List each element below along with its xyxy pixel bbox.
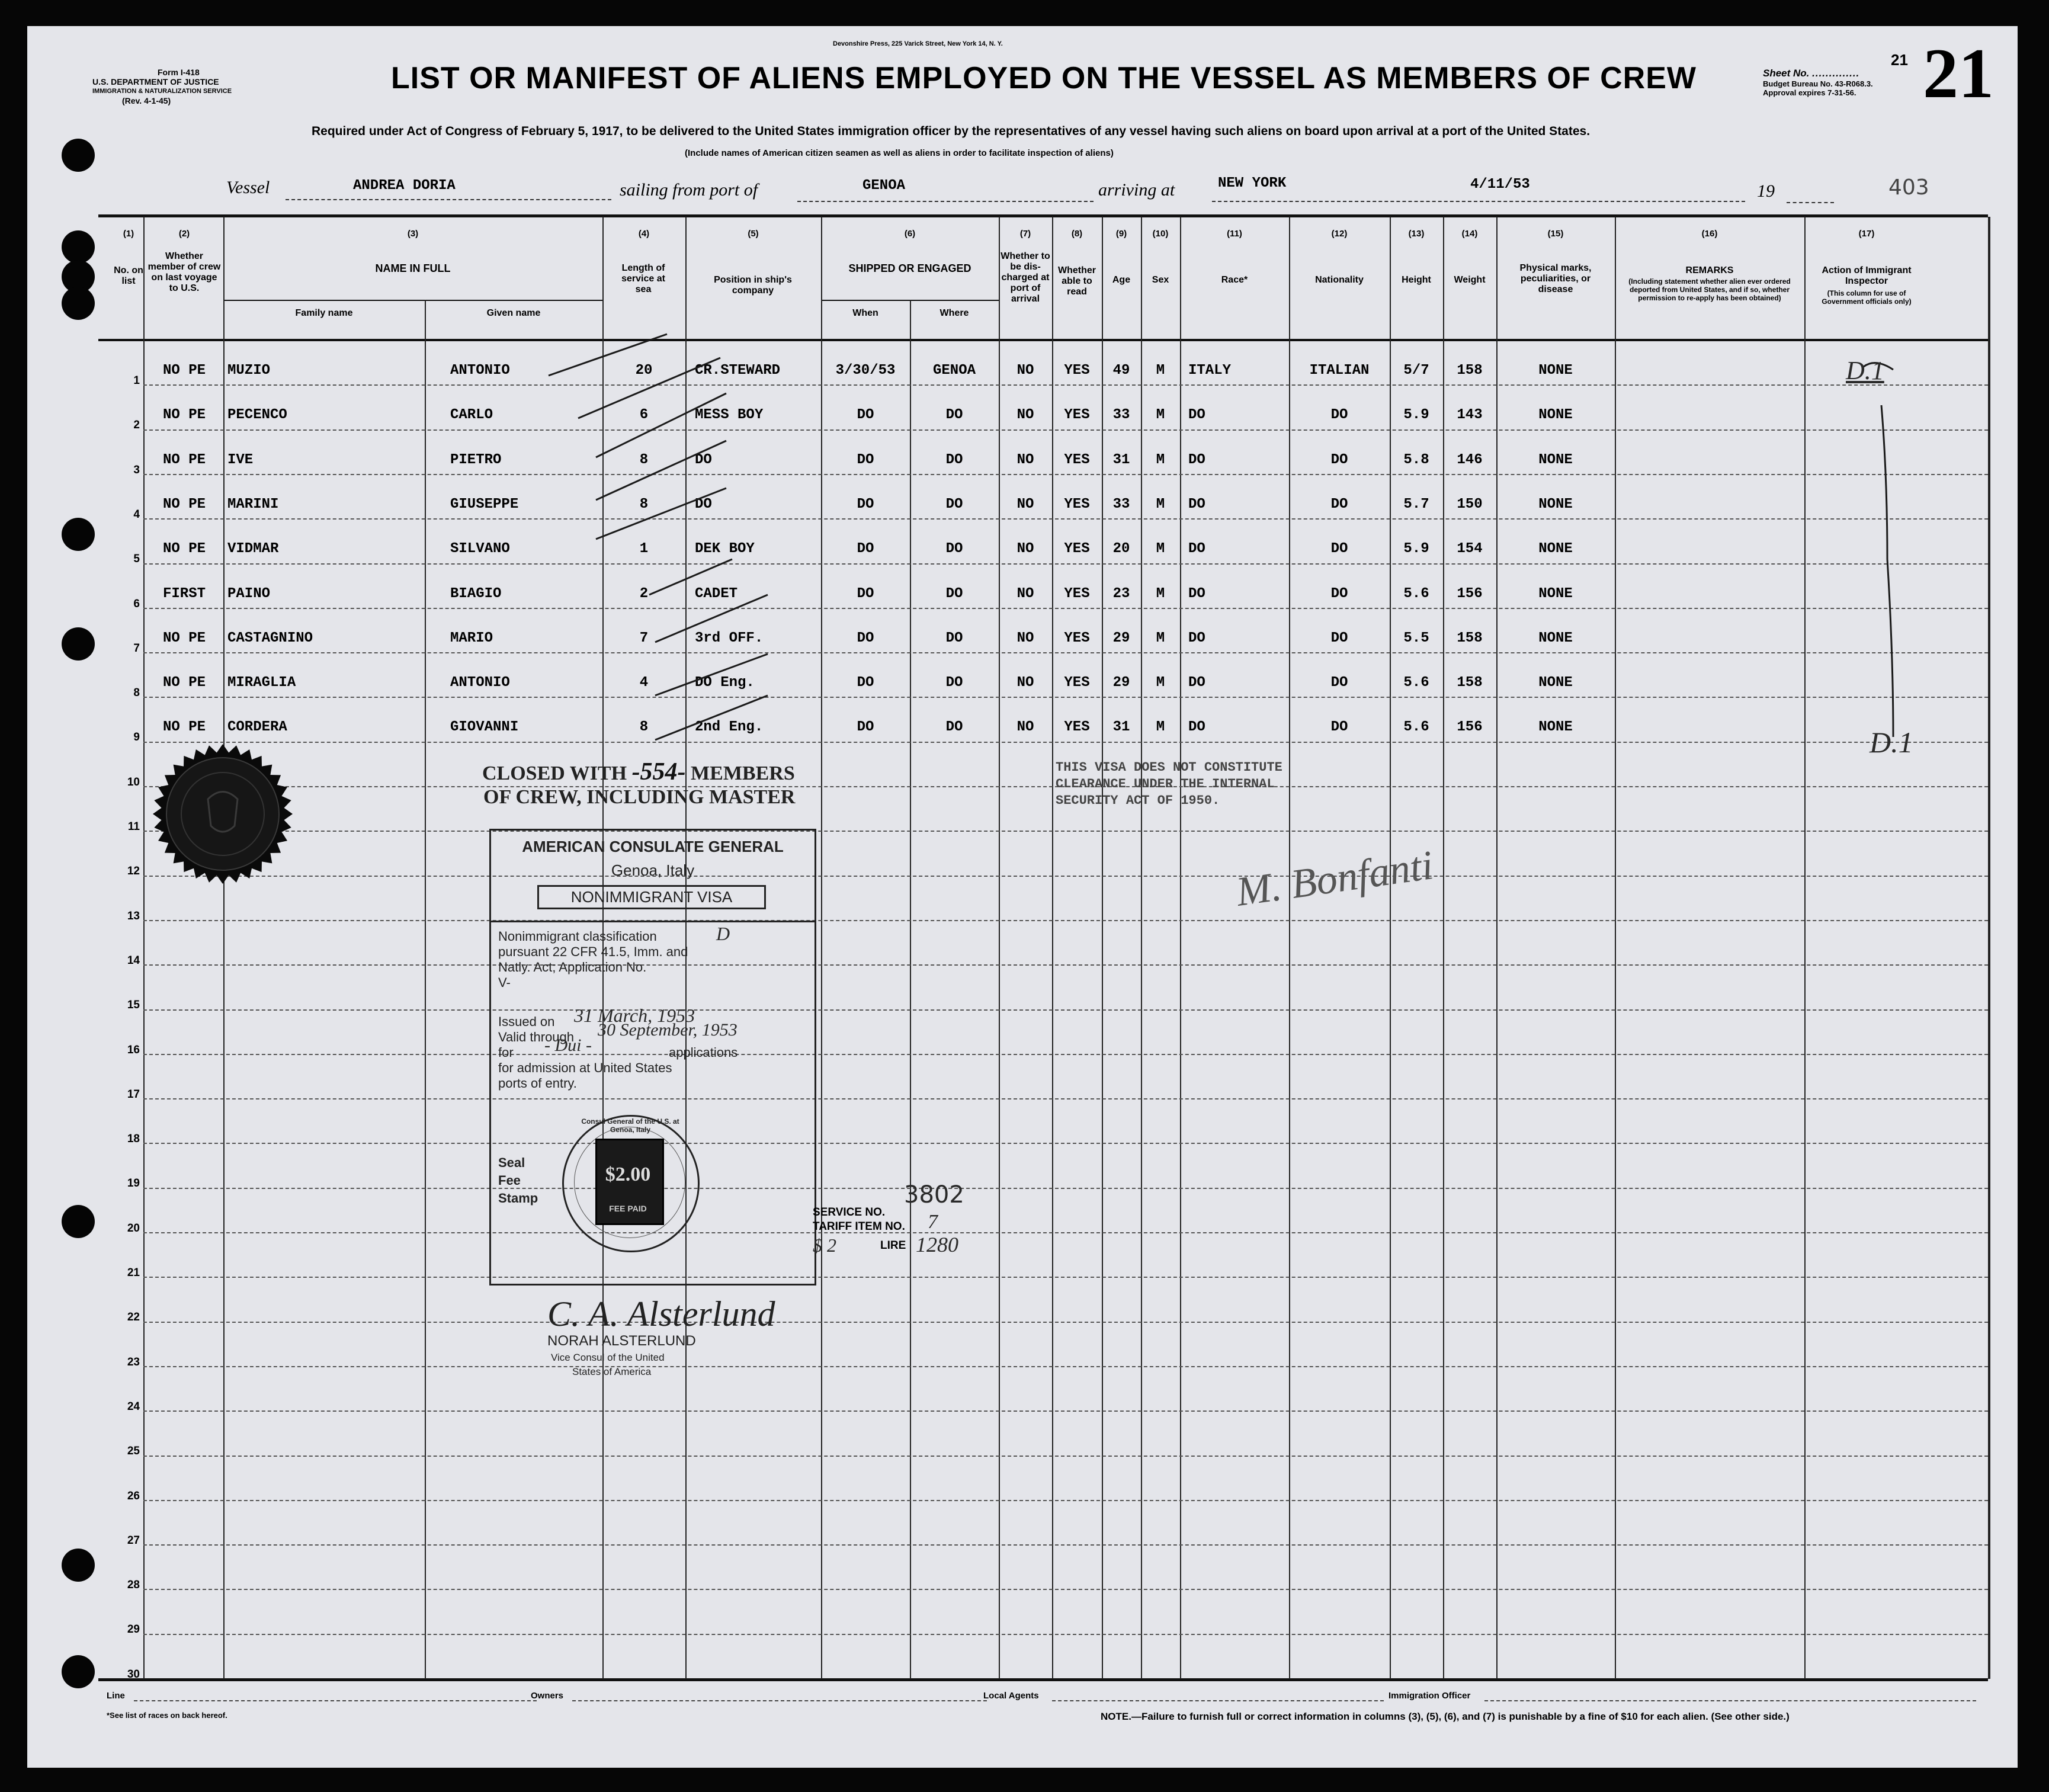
crew-sex: M [1156, 630, 1165, 646]
consulate-visa-stamp [489, 829, 816, 1286]
crew-nationality: ITALIAN [1309, 363, 1370, 379]
tariff-label: TARIFF ITEM NO. [813, 1220, 905, 1233]
form-number: Form I-418 [158, 68, 200, 77]
line-number: 9 [133, 731, 140, 744]
fee-label: Fee [498, 1173, 521, 1188]
col17-number: (17) [1858, 229, 1875, 239]
line-number: 22 [127, 1311, 140, 1324]
crew-given: GIOVANNI [450, 719, 519, 736]
line-number: 6 [133, 597, 140, 610]
crew-sex: M [1156, 719, 1165, 736]
footer-officer-label: Immigration Officer [1389, 1691, 1471, 1701]
footer-agents-label: Local Agents [983, 1691, 1039, 1701]
col16-sublabel: (Including statement whether alien ever ordered deported from United States, and if so, whether permission to re-apply has been obtained) [1628, 277, 1791, 302]
fee-paid-text: FEE PAID [609, 1204, 647, 1213]
closing-note [482, 758, 795, 786]
crew-marks: NONE [1538, 541, 1573, 557]
crew-where: DO [945, 407, 963, 424]
crew-race: DO [1188, 675, 1205, 691]
col8-label: Whether able to read [1058, 265, 1096, 297]
line-number: 3 [133, 463, 140, 476]
col10-number: (10) [1152, 229, 1169, 239]
crew-prev: NO PE [162, 719, 206, 736]
crew-family: PECENCO [227, 407, 287, 424]
crew-where: DO [945, 630, 963, 646]
col14-label: Weight [1454, 275, 1486, 285]
closing-text-1: CLOSED WITH [482, 762, 627, 784]
crew-height: 5.6 [1403, 675, 1429, 691]
line-number: 23 [127, 1355, 140, 1368]
crew-count: -554- [631, 758, 686, 786]
footer-officer-blank [1484, 1700, 1976, 1701]
crew-sex: M [1156, 541, 1165, 557]
service-number-label: SERVICE NO. [813, 1206, 886, 1219]
consul-signature: C. A. Alsterlund [547, 1294, 775, 1333]
revenue-amount: $2.00 [605, 1163, 651, 1185]
col4-number: (4) [638, 229, 650, 239]
line-number: 12 [127, 865, 140, 878]
crew-discharged: NO [1017, 630, 1034, 646]
tariff-number: 7 [928, 1211, 938, 1233]
crew-where: DO [945, 675, 963, 691]
crew-nationality: DO [1330, 407, 1348, 424]
natly-text: Natly. Act; Application No. [498, 960, 647, 974]
crew-prev: NO PE [162, 407, 206, 424]
line-number: 11 [127, 820, 140, 833]
crew-marks: NONE [1538, 585, 1573, 602]
crew-family: CORDERA [227, 719, 287, 736]
issued-date: 31 March, 1953 [574, 1005, 695, 1026]
col5-number: (5) [748, 229, 759, 239]
crew-where: DO [945, 496, 963, 512]
crew-age: 49 [1112, 363, 1130, 379]
crew-read: YES [1064, 496, 1090, 512]
crew-marks: NONE [1538, 630, 1573, 646]
line-number: 27 [127, 1534, 140, 1547]
crew-age: 29 [1112, 675, 1130, 691]
crew-given: BIAGIO [450, 585, 502, 602]
col13-label: Height [1402, 275, 1431, 285]
crew-marks: NONE [1538, 363, 1573, 379]
consul-title-1: Vice Consul of the United [551, 1352, 665, 1363]
col7-number: (7) [1019, 229, 1031, 239]
crew-nationality: DO [1330, 719, 1348, 736]
col8-number: (8) [1071, 229, 1083, 239]
crew-service: 20 [635, 363, 653, 379]
sheet-number-small: 21 [1891, 51, 1908, 69]
crew-race: DO [1188, 630, 1205, 646]
col4-label: Length of service at sea [621, 263, 665, 294]
crew-sex: M [1156, 363, 1165, 379]
crew-age: 33 [1112, 407, 1130, 424]
col11-number: (11) [1227, 229, 1242, 239]
approval-expiry: Approval expires 7-31-56. [1763, 88, 1856, 97]
closing-text-2: MEMBERS [691, 762, 795, 784]
crew-age: 29 [1112, 630, 1130, 646]
crew-when: DO [857, 541, 874, 557]
crew-sex: M [1156, 451, 1165, 468]
crew-height: 5.9 [1403, 541, 1429, 557]
year-label: 19 [1757, 181, 1775, 201]
seal-label: Seal [498, 1155, 525, 1170]
crew-given: ANTONIO [450, 675, 510, 691]
col3-family-label: Family name [295, 308, 353, 318]
col6-label: SHIPPED OR ENGAGED [848, 262, 971, 274]
crew-where: DO [945, 719, 963, 736]
crew-nationality: DO [1330, 496, 1348, 512]
crew-weight: 158 [1457, 630, 1483, 646]
remarks-signature: M. Bonfanti [1233, 842, 1436, 915]
include-note: (Include names of American citizen seamen as well as aliens in order to facilitate inspection of aliens) [685, 148, 1114, 158]
service-number: 3802 [904, 1181, 964, 1208]
col6-number: (6) [904, 229, 916, 239]
col9-number: (9) [1115, 229, 1127, 239]
fee-dollars: $ 2 [813, 1235, 836, 1256]
crew-position: DEK BOY [695, 541, 755, 557]
crew-discharged: NO [1017, 541, 1034, 557]
visa-disclaimer-line: THIS VISA DOES NOT CONSTITUTE [1056, 760, 1282, 775]
valid-date: 30 September, 1953 [598, 1020, 737, 1040]
sheet-label: Sheet No. [1763, 68, 1810, 79]
col16-label: REMARKS [1685, 265, 1734, 275]
col3-label: NAME IN FULL [375, 262, 451, 274]
col9-label: Age [1112, 275, 1131, 285]
applications-label: applications [669, 1045, 738, 1060]
manifest-sheet [27, 26, 2018, 1768]
crew-position: 2nd Eng. [695, 719, 764, 736]
crew-nationality: DO [1330, 541, 1348, 557]
footer-owners-blank [572, 1700, 987, 1701]
crew-marks: NONE [1538, 719, 1573, 736]
sheet-number-large: 21 [1923, 34, 1994, 113]
line-number: 30 [127, 1668, 140, 1681]
crew-prev: NO PE [162, 451, 206, 468]
agency-name: U.S. DEPARTMENT OF JUSTICE [92, 77, 219, 86]
stamp-ring-text: Consul General of the U.S. at Genoa, Italy [581, 1117, 679, 1134]
consulate-title: AMERICAN CONSULATE GENERAL [522, 838, 784, 855]
crew-read: YES [1064, 541, 1090, 557]
crew-race: DO [1188, 407, 1205, 424]
crew-where: DO [945, 541, 963, 557]
for-label: for [498, 1045, 514, 1060]
departure-port: GENOA [862, 178, 906, 194]
crew-position: DO [695, 451, 712, 468]
crew-weight: 150 [1457, 496, 1483, 512]
sailing-label: sailing from port of [620, 180, 758, 200]
crew-position: MESS BOY [695, 407, 764, 424]
line-number: 15 [127, 999, 140, 1012]
crew-age: 23 [1112, 585, 1130, 602]
col6-where-label: Where [939, 308, 969, 318]
crew-position: CADET [695, 585, 738, 602]
col15-label: Physical marks, peculiarities, or disease [1519, 263, 1592, 294]
strike-marks [27, 26, 2018, 1768]
crew-read: YES [1064, 407, 1090, 424]
crew-nationality: DO [1330, 585, 1348, 602]
crew-where: DO [945, 585, 963, 602]
visa-disclaimer-line: CLEARANCE UNDER THE INTERNAL [1056, 777, 1275, 791]
crew-family: MIRAGLIA [227, 675, 296, 691]
crew-discharged: NO [1017, 496, 1034, 512]
line-number: 13 [127, 909, 140, 922]
crew-when: DO [857, 407, 874, 424]
col1-label: No. on list [114, 265, 143, 286]
crew-given: SILVANO [450, 541, 510, 557]
crew-weight: 158 [1457, 363, 1483, 379]
manifest-number: 403 [1888, 175, 1929, 200]
arrival-date: 4/11/53 [1470, 177, 1530, 193]
valid-label: Valid through [498, 1030, 575, 1044]
crew-sex: M [1156, 496, 1165, 512]
crew-when: DO [857, 496, 874, 512]
crew-prev: NO PE [162, 675, 206, 691]
agency-service: IMMIGRATION & NATURALIZATION SERVICE [92, 88, 232, 95]
crew-given: ANTONIO [450, 363, 510, 379]
line-number: 10 [127, 775, 140, 788]
crew-family: IVE [227, 451, 254, 468]
crew-prev: NO PE [162, 496, 206, 512]
footer-agents-blank [1052, 1700, 1384, 1701]
crew-discharged: NO [1017, 451, 1034, 468]
crew-service: 1 [639, 541, 649, 557]
line-number: 17 [127, 1088, 140, 1101]
crew-nationality: DO [1330, 675, 1348, 691]
line-number: 2 [133, 419, 140, 432]
crew-prev: NO PE [162, 541, 206, 557]
crew-sex: M [1156, 407, 1165, 424]
consul-name: NORAH ALSTERLUND [547, 1333, 696, 1349]
crew-weight: 143 [1457, 407, 1483, 424]
crew-when: 3/30/53 [835, 363, 896, 379]
crew-weight: 156 [1457, 719, 1483, 736]
crew-height: 5/7 [1403, 363, 1429, 379]
line-number: 5 [133, 553, 140, 566]
crew-position: CR.STEWARD [695, 363, 781, 379]
col7-label: Whether to be dis-charged at port of arrival [1001, 251, 1050, 304]
col3-number: (3) [407, 229, 419, 239]
col5-label: Position in ship's company [714, 275, 792, 296]
classification-value: D [716, 923, 730, 944]
crew-age: 20 [1112, 541, 1130, 557]
consulate-city: Genoa, Italy [611, 861, 695, 879]
vessel-name: ANDREA DORIA [353, 178, 456, 194]
crew-family: CASTAGNINO [227, 630, 313, 646]
for-value: - Dui - [544, 1036, 592, 1055]
crew-when: DO [857, 630, 874, 646]
col13-number: (13) [1408, 229, 1425, 239]
line-number: 19 [127, 1177, 140, 1190]
crew-sex: M [1156, 585, 1165, 602]
arrival-port: NEW YORK [1218, 175, 1287, 191]
crew-marks: NONE [1538, 451, 1573, 468]
form-revision: (Rev. 4-1-45) [122, 96, 171, 105]
crew-read: YES [1064, 675, 1090, 691]
lire-label: LIRE [880, 1239, 906, 1252]
crew-age: 31 [1112, 451, 1130, 468]
visa-type: NONIMMIGRANT VISA [537, 885, 766, 909]
col3-given-label: Given name [486, 308, 541, 318]
crew-age: 33 [1112, 496, 1130, 512]
crew-height: 5.8 [1403, 451, 1429, 468]
col12-label: Nationality [1315, 275, 1364, 285]
crew-weight: 146 [1457, 451, 1483, 468]
crew-prev: NO PE [162, 630, 206, 646]
issued-label: Issued on [498, 1014, 555, 1029]
col11-label: Race* [1221, 275, 1248, 285]
crew-discharged: NO [1017, 585, 1034, 602]
col17-label: Action of Immigrant Inspector [1822, 265, 1912, 286]
races-note: *See list of races on back hereof. [107, 1711, 227, 1720]
col17-sublabel: (This column for use of Government officials only) [1822, 289, 1912, 306]
crew-given: CARLO [450, 407, 493, 424]
crew-when: DO [857, 585, 874, 602]
fee-lire: 1280 [916, 1233, 958, 1256]
crew-discharged: NO [1017, 407, 1034, 424]
pursuant-text: pursuant 22 CFR 41.5, Imm. and [498, 944, 688, 959]
crew-race: DO [1188, 451, 1205, 468]
crew-read: YES [1064, 451, 1090, 468]
budget-bureau: Budget Bureau No. 43-R068.3. [1763, 79, 1873, 88]
line-number: 4 [133, 508, 140, 521]
inspector-mark: D.1 [1846, 356, 1884, 385]
closing-note-line2: OF CREW, INCLUDING MASTER [483, 786, 796, 808]
footer-line-label: Line [107, 1691, 125, 1701]
crew-read: YES [1064, 585, 1090, 602]
col12-number: (12) [1331, 229, 1348, 239]
crew-discharged: NO [1017, 719, 1034, 736]
col6-when-label: When [852, 308, 878, 318]
crew-marks: NONE [1538, 675, 1573, 691]
line-number: 24 [127, 1400, 140, 1413]
ports-text: ports of entry. [498, 1076, 577, 1091]
crew-prev: FIRST [162, 585, 206, 602]
crew-race: DO [1188, 719, 1205, 736]
crew-weight: 158 [1457, 675, 1483, 691]
crew-weight: 154 [1457, 541, 1483, 557]
sheet-info: Sheet No. .............. Budget Bureau No. 43-R068.3. Approval expires 7-31-56. [1763, 68, 1873, 97]
crew-race: ITALY [1188, 363, 1232, 379]
crew-read: YES [1064, 630, 1090, 646]
form-title: LIST OR MANIFEST OF ALIENS EMPLOYED ON THE VESSEL AS MEMBERS OF CREW [391, 61, 1697, 95]
crew-when: DO [857, 675, 874, 691]
line-number: 20 [127, 1222, 140, 1235]
crew-where: DO [945, 451, 963, 468]
crew-family: PAINO [227, 585, 271, 602]
crew-nationality: DO [1330, 451, 1348, 468]
line-number: 7 [133, 642, 140, 655]
crew-service: 8 [639, 451, 649, 468]
crew-nationality: DO [1330, 630, 1348, 646]
crew-given: MARIO [450, 630, 493, 646]
admission-text: for admission at United States [498, 1060, 672, 1075]
line-number: 25 [127, 1445, 140, 1458]
col14-number: (14) [1461, 229, 1478, 239]
crew-family: MARINI [227, 496, 279, 512]
printer-line: Devonshire Press, 225 Varick Street, New York 14, N. Y. [833, 40, 1003, 47]
line-number: 29 [127, 1623, 140, 1636]
col10-label: Sex [1152, 275, 1169, 285]
line-number: 1 [133, 374, 140, 387]
crew-position: DO [695, 496, 712, 512]
stamp-label: Stamp [498, 1191, 538, 1206]
crew-service: 8 [639, 496, 649, 512]
crew-height: 5.7 [1403, 496, 1429, 512]
col16-number: (16) [1701, 229, 1718, 239]
crew-read: YES [1064, 719, 1090, 736]
crew-age: 31 [1112, 719, 1130, 736]
col1-number: (1) [123, 229, 134, 239]
crew-race: DO [1188, 496, 1205, 512]
line-number: 14 [127, 954, 140, 967]
consul-title-2: States of America [572, 1366, 652, 1377]
crew-service: 8 [639, 719, 649, 736]
crew-height: 5.9 [1403, 407, 1429, 424]
crew-position: DO Eng. [695, 675, 755, 691]
line-number: 18 [127, 1133, 140, 1146]
col2-label: Whether member of crew on last voyage to U.S. [147, 251, 221, 293]
visa-disclaimer [1056, 759, 1282, 809]
arriving-label: arriving at [1098, 180, 1175, 200]
crew-where: GENOA [932, 363, 976, 379]
form-subtitle: Required under Act of Congress of February 5, 1917, to be delivered to the United States immigration officer by the representatives of any vessel having such aliens on board upon arrival at a port of the United States. [312, 124, 1591, 138]
crew-height: 5.6 [1403, 719, 1429, 736]
crew-given: PIETRO [450, 451, 502, 468]
crew-read: YES [1064, 363, 1090, 379]
crew-service: 2 [639, 585, 649, 602]
crew-service: 6 [639, 407, 649, 424]
inspector-mark-lower: D.1 [1870, 726, 1913, 759]
embossed-seal [152, 743, 294, 885]
crew-prev: NO PE [162, 363, 206, 379]
fee-stamp [556, 1109, 704, 1257]
crew-sex: M [1156, 675, 1165, 691]
crew-race: DO [1188, 541, 1205, 557]
crew-weight: 156 [1457, 585, 1483, 602]
crew-family: MUZIO [227, 363, 271, 379]
application-number: V- [498, 975, 511, 990]
crew-discharged: NO [1017, 675, 1034, 691]
crew-discharged: NO [1017, 363, 1034, 379]
crew-marks: NONE [1538, 407, 1573, 424]
crew-service: 4 [639, 675, 649, 691]
crew-given: GIUSEPPE [450, 496, 519, 512]
line-number: 16 [127, 1043, 140, 1056]
footer-line-blank [134, 1700, 537, 1701]
line-number: 8 [133, 687, 140, 700]
crew-position: 3rd OFF. [695, 630, 764, 646]
crew-height: 5.5 [1403, 630, 1429, 646]
crew-race: DO [1188, 585, 1205, 602]
line-number: 26 [127, 1489, 140, 1502]
col15-number: (15) [1547, 229, 1564, 239]
crew-height: 5.6 [1403, 585, 1429, 602]
crew-service: 7 [639, 630, 649, 646]
footer-owners-label: Owners [531, 1691, 564, 1701]
vessel-label: Vessel [226, 178, 270, 197]
crew-marks: NONE [1538, 496, 1573, 512]
crew-when: DO [857, 451, 874, 468]
col2-number: (2) [178, 229, 190, 239]
crew-family: VIDMAR [227, 541, 279, 557]
line-number: 21 [127, 1267, 140, 1279]
crew-when: DO [857, 719, 874, 736]
classification-label: Nonimmigrant classification [498, 929, 657, 944]
line-number: 28 [127, 1579, 140, 1592]
penalty-note: NOTE.—Failure to furnish full or correct information in columns (3), (5), (6), and (7) is punishable by a fine of $10 for each alien. (See other side.) [1101, 1711, 1790, 1722]
visa-disclaimer-line: SECURITY ACT OF 1950. [1056, 793, 1220, 808]
